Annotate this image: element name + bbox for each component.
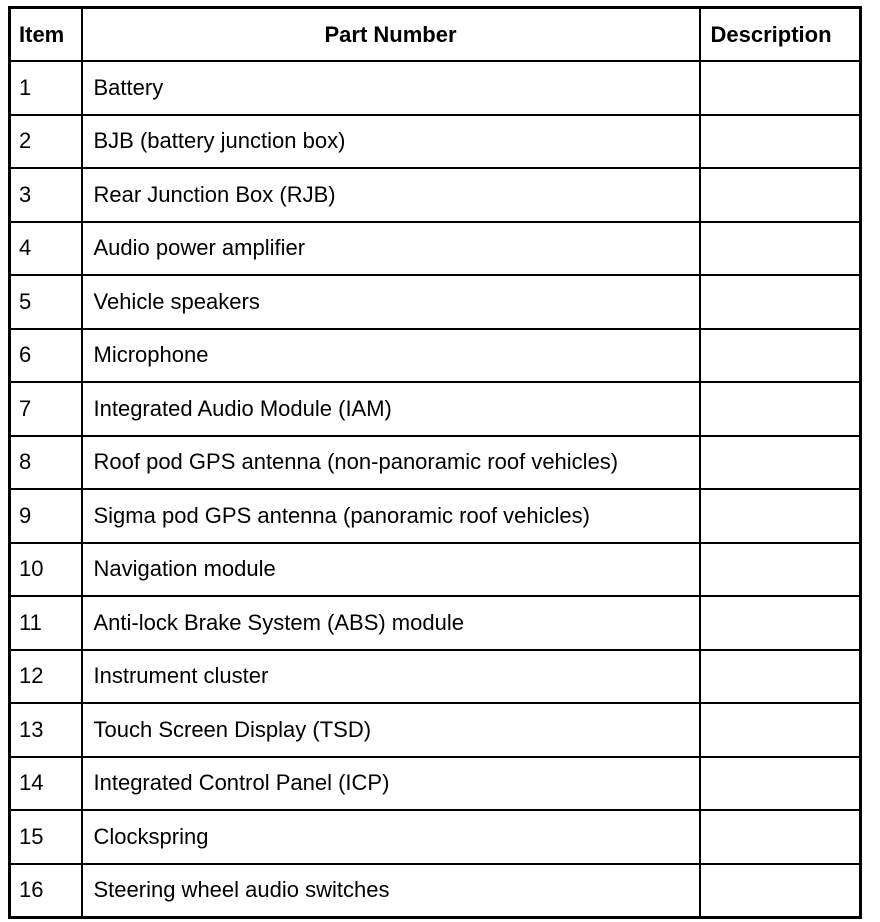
description-cell: [700, 489, 861, 543]
table-row: [10, 275, 861, 329]
description-cell: [700, 168, 861, 222]
description-cell: [700, 61, 861, 115]
table-row: [10, 543, 861, 597]
table-row: [10, 436, 861, 490]
table-row: [10, 222, 861, 276]
description-cell: [700, 864, 861, 918]
column-header-part-number: Part Number: [82, 8, 700, 62]
description-cell: [700, 703, 861, 757]
item-number-cell: 8: [10, 436, 82, 490]
part-name-cell: Rear Junction Box (RJB): [82, 168, 700, 222]
part-name-cell: Anti-lock Brake System (ABS) module: [82, 596, 700, 650]
part-name-cell: Integrated Audio Module (IAM): [82, 382, 700, 436]
part-name-cell: Clockspring: [82, 810, 700, 864]
part-name-cell: Navigation module: [82, 543, 700, 597]
description-cell: [700, 543, 861, 597]
part-name-cell: Sigma pod GPS antenna (panoramic roof vehicles): [82, 489, 700, 543]
column-header-item: Item: [10, 8, 82, 62]
part-name-cell: Roof pod GPS antenna (non-panoramic roof vehicles): [82, 436, 700, 490]
description-cell: [700, 596, 861, 650]
item-number-cell: 15: [10, 810, 82, 864]
item-number-cell: 1: [10, 61, 82, 115]
table-row: [10, 703, 861, 757]
description-cell: [700, 436, 861, 490]
part-name-cell: Vehicle speakers: [82, 275, 700, 329]
table-row: [10, 650, 861, 704]
table-row: [10, 596, 861, 650]
item-number-cell: 5: [10, 275, 82, 329]
table-row: [10, 61, 861, 115]
item-number-cell: 14: [10, 757, 82, 811]
description-cell: [700, 275, 861, 329]
item-number-cell: 10: [10, 543, 82, 597]
table-row: [10, 757, 861, 811]
item-number-cell: 3: [10, 168, 82, 222]
item-number-cell: 2: [10, 115, 82, 169]
table-row: [10, 864, 861, 918]
description-cell: [700, 115, 861, 169]
item-number-cell: 9: [10, 489, 82, 543]
table-row: [10, 382, 861, 436]
column-header-description: Description: [700, 8, 861, 62]
description-cell: [700, 810, 861, 864]
part-name-cell: Battery: [82, 61, 700, 115]
parts-table: [8, 6, 862, 919]
description-cell: [700, 757, 861, 811]
table-row: [10, 329, 861, 383]
table-row: [10, 810, 861, 864]
item-number-cell: 7: [10, 382, 82, 436]
part-name-cell: Microphone: [82, 329, 700, 383]
part-name-cell: Integrated Control Panel (ICP): [82, 757, 700, 811]
description-cell: [700, 650, 861, 704]
header-row: [10, 8, 861, 62]
part-name-cell: Touch Screen Display (TSD): [82, 703, 700, 757]
part-name-cell: BJB (battery junction box): [82, 115, 700, 169]
description-cell: [700, 329, 861, 383]
table-row: [10, 168, 861, 222]
part-name-cell: Instrument cluster: [82, 650, 700, 704]
description-cell: [700, 382, 861, 436]
item-number-cell: 11: [10, 596, 82, 650]
item-number-cell: 16: [10, 864, 82, 918]
table-header: [10, 8, 861, 62]
item-number-cell: 6: [10, 329, 82, 383]
item-number-cell: 13: [10, 703, 82, 757]
item-number-cell: 12: [10, 650, 82, 704]
table-body: [10, 61, 861, 918]
description-cell: [700, 222, 861, 276]
part-name-cell: Steering wheel audio switches: [82, 864, 700, 918]
table-row: [10, 489, 861, 543]
table-row: [10, 115, 861, 169]
part-name-cell: Audio power amplifier: [82, 222, 700, 276]
item-number-cell: 4: [10, 222, 82, 276]
